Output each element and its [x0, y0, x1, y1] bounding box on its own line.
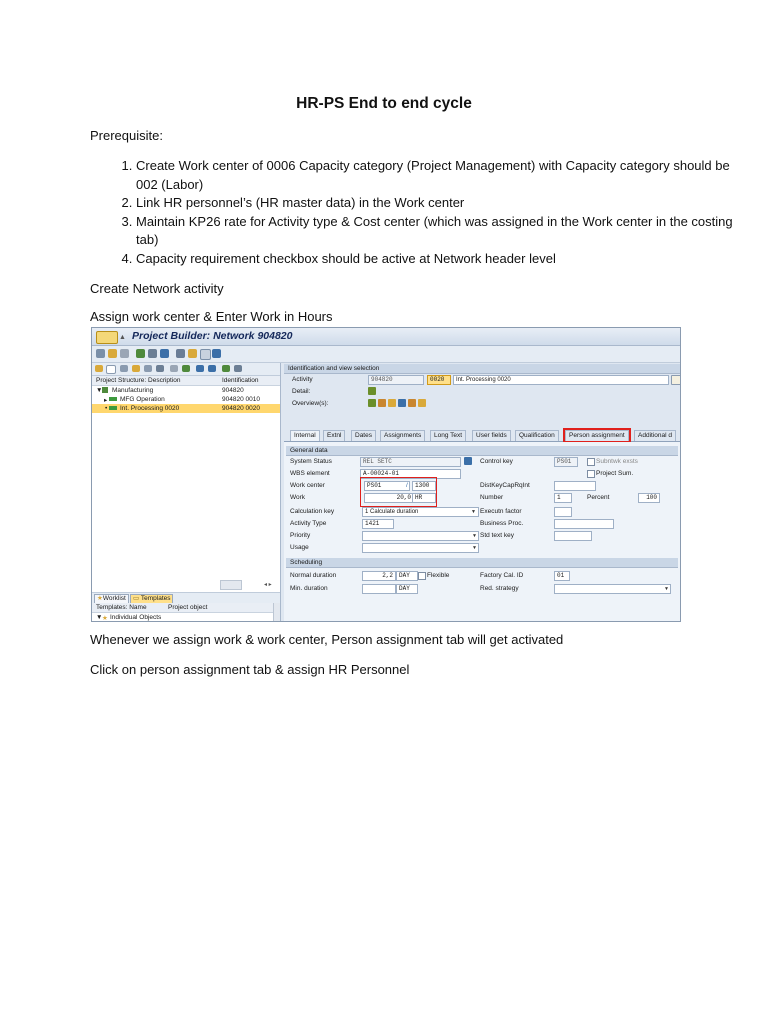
activity-type-label: Activity Type [290, 520, 327, 527]
toolbar-icon[interactable] [96, 349, 105, 358]
usage-label: Usage [290, 544, 309, 551]
red-strategy-label: Red. strategy [480, 585, 519, 592]
factory-cal-field[interactable]: 01 [554, 571, 570, 581]
work-center-label: Work center [290, 482, 325, 489]
tree-label: Int. Processing 0020 [120, 405, 180, 412]
expand-icon[interactable]: ▼ [96, 387, 103, 394]
expand-icon[interactable]: ▼ [96, 614, 103, 621]
tree-id: 904820 0020 [222, 405, 260, 412]
min-duration-label: Min. duration [290, 585, 328, 592]
execution-factor-label: Executn factor [480, 508, 522, 515]
info-icon[interactable] [464, 457, 472, 465]
activity-label: Activity [292, 376, 313, 383]
toolbar-icon[interactable] [196, 365, 204, 372]
overview-label: Overview(s): [292, 400, 329, 407]
detail-icon[interactable] [368, 387, 376, 395]
column-header: Project object [168, 604, 208, 611]
bullet-icon: • [105, 405, 108, 412]
tab-internal[interactable]: Internal [290, 430, 320, 441]
subntwk-checkbox[interactable] [587, 458, 595, 466]
toolbar-icon[interactable] [132, 365, 140, 372]
factory-cal-label: Factory Cal. ID [480, 572, 524, 579]
dist-key-field[interactable] [554, 481, 596, 491]
structure-toolbar [92, 363, 280, 376]
general-data-header: General data [286, 446, 678, 456]
tree-row[interactable] [92, 395, 280, 404]
work-unit-field[interactable]: HR [412, 493, 436, 503]
column-header: Project Structure: Description [96, 377, 181, 384]
number-label: Number [480, 494, 504, 501]
calc-key-label: Calculation key [290, 508, 335, 515]
structure-column-headers [92, 376, 280, 386]
toolbar-icon[interactable] [212, 349, 221, 358]
note-click-text: Click on person assignment tab & assign HR Personnel [90, 662, 410, 677]
window-title: Project Builder: Network 904820 [132, 330, 293, 342]
overview-icon[interactable] [418, 399, 426, 407]
tree-id: 904820 0010 [222, 396, 260, 403]
prerequisite-heading: Prerequisite: [90, 128, 163, 143]
min-duration-field[interactable] [362, 584, 396, 594]
tree-label: MFG Operation [120, 396, 165, 403]
activity-icon [109, 397, 117, 401]
overview-icon[interactable] [378, 399, 386, 407]
normal-duration-field[interactable]: 2,2 [362, 571, 396, 581]
sap-toolbar [92, 346, 680, 363]
edit-icon[interactable] [671, 375, 681, 385]
template-label: Individual Objects [110, 614, 162, 621]
min-duration-unit-field[interactable]: DAY [396, 584, 418, 594]
toolbar-icon[interactable] [200, 349, 211, 360]
toolbar-icon[interactable] [108, 349, 117, 358]
usage-select[interactable] [362, 543, 479, 553]
overview-icon[interactable] [398, 399, 406, 407]
expand-icon[interactable]: ▸ [104, 397, 108, 404]
ident-section-header: Identification and view selection [284, 364, 680, 374]
horizontal-scrollbar[interactable] [220, 580, 242, 590]
toolbar-icon[interactable] [182, 365, 190, 372]
priority-label: Priority [290, 532, 311, 539]
dropdown-arrow-icon[interactable]: ▲ [119, 334, 126, 341]
sap-menu-icon[interactable] [96, 331, 118, 344]
worklist-tabs [92, 592, 280, 603]
business-proc-label: Business Proc. [480, 520, 524, 527]
activity-type-field[interactable]: 1421 [362, 519, 394, 529]
tab-qualification[interactable]: Qualification [515, 430, 559, 441]
control-key-label: Control key [480, 458, 513, 465]
percent-field[interactable]: 100 [638, 493, 660, 503]
flexible-checkbox[interactable] [418, 572, 426, 580]
column-header: Identification [222, 377, 259, 384]
scroll-arrows-icon[interactable]: ◂ ▸ [264, 582, 272, 588]
tab-long-text[interactable]: Long Text [430, 430, 466, 441]
tree-row[interactable] [92, 386, 280, 395]
toolbar-icon[interactable] [208, 365, 216, 372]
toolbar-icon[interactable] [148, 349, 157, 358]
detail-pane [282, 363, 680, 621]
list-item: 3. Maintain KP26 rate for Activity type & Cost center (which was assigned in the Work center in the costing tab) [136, 213, 736, 250]
activity-description-field[interactable]: Int. Processing 0020 [453, 375, 669, 385]
calc-key-select[interactable]: 1 Calculate duration ▼ [362, 507, 479, 517]
template-row[interactable] [92, 613, 280, 622]
duration-unit-field[interactable]: DAY [396, 571, 418, 581]
project-sum-label: Project Sum. [596, 470, 634, 477]
tab-dates[interactable]: Dates [351, 430, 376, 441]
toolbar-icon[interactable] [144, 365, 152, 372]
toolbar-icon[interactable] [170, 365, 178, 372]
flexible-label: Flexible [427, 572, 450, 579]
sap-title-bar [92, 328, 680, 346]
create-network-text: Create Network activity [90, 281, 224, 296]
wbs-element-label: WBS element [290, 470, 330, 477]
overview-icon[interactable] [408, 399, 416, 407]
scheduling-header: Scheduling [286, 558, 678, 568]
tab-additional[interactable]: Additional d [634, 430, 676, 441]
red-strategy-select[interactable] [554, 584, 671, 594]
std-text-field[interactable] [554, 531, 592, 541]
list-item: 4. Capacity requirement checkbox should be active at Network header level [136, 250, 736, 269]
wbs-element-field[interactable]: A-00024-01 [360, 469, 461, 479]
toolbar-icon[interactable] [106, 365, 116, 374]
activity-number-field[interactable]: 0020 [427, 375, 451, 385]
system-status-field: REL SETC [360, 457, 461, 467]
activity-network-field[interactable]: 904820 [368, 375, 424, 385]
toolbar-icon[interactable] [176, 349, 185, 358]
toolbar-icon[interactable] [160, 349, 169, 358]
vertical-scrollbar[interactable] [273, 603, 280, 622]
control-key-field[interactable]: PS01 [554, 457, 578, 467]
toolbar-icon[interactable] [120, 365, 128, 372]
work-highlight-box [360, 477, 437, 507]
note-activated-text: Whenever we assign work & work center, Person assignment tab will get activated [90, 632, 564, 647]
tree-label: Manufacturing [112, 387, 154, 394]
number-field[interactable]: 1 [554, 493, 572, 503]
tree-id: 904820 [222, 387, 244, 394]
column-header: Templates: Name [96, 604, 147, 611]
tab-assignments[interactable]: Assignments [380, 430, 425, 441]
toolbar-icon[interactable] [234, 365, 242, 372]
toolbar-icon[interactable] [156, 365, 164, 372]
separator-icon: / [406, 482, 408, 489]
toolbar-icon[interactable] [222, 365, 230, 372]
project-structure-pane [92, 363, 281, 621]
prerequisite-list [90, 157, 736, 268]
document-title: HR-PS End to end cycle [296, 95, 472, 112]
tab-worklist[interactable]: ★Worklist [94, 594, 129, 604]
tab-templates[interactable]: ▭ Templates [130, 594, 173, 604]
work-center-field[interactable]: PS01 [364, 481, 410, 491]
sap-screenshot [91, 327, 681, 622]
project-sum-checkbox[interactable] [587, 470, 595, 478]
work-label: Work [290, 494, 306, 501]
work-field[interactable]: 20,0 [364, 493, 414, 503]
subntwk-label: Subntwk exsts [596, 458, 638, 465]
templates-column-headers [92, 603, 280, 613]
percent-label: Percent [587, 494, 610, 501]
internal-tab-panel [284, 442, 680, 621]
network-icon [102, 387, 108, 393]
detail-label: Detail: [292, 388, 311, 395]
assign-work-text: Assign work center & Enter Work in Hours [90, 309, 333, 324]
activity-icon [109, 406, 117, 410]
normal-duration-label: Normal duration [290, 572, 337, 579]
star-icon: ★ [102, 615, 108, 622]
tab-extnl[interactable]: Extnl [323, 430, 345, 441]
overview-icon[interactable] [368, 399, 376, 407]
std-text-label: Std text key [480, 532, 514, 539]
business-proc-field[interactable] [554, 519, 614, 529]
toolbar-icon[interactable] [120, 349, 129, 358]
system-status-label: System Status [290, 458, 332, 465]
detail-tabstrip [284, 429, 680, 442]
toolbar-icon[interactable] [188, 349, 197, 358]
overview-icon[interactable] [388, 399, 396, 407]
list-item: 2. Link HR personnel’s (HR master data) in the Work center [136, 194, 736, 213]
priority-select[interactable] [362, 531, 479, 541]
execution-factor-field[interactable] [554, 507, 572, 517]
tab-user-fields[interactable]: User fields [472, 430, 511, 441]
toolbar-icon[interactable] [95, 365, 103, 372]
plant-field[interactable]: 1300 [412, 481, 436, 491]
tab-person-assignment[interactable]: Person assignment [565, 430, 629, 441]
dist-key-label: DistKeyCapRqInt [480, 482, 530, 489]
tree-row-selected[interactable] [92, 404, 280, 413]
list-item: 1. Create Work center of 0006 Capacity category (Project Management) with Capacity category should be 002 (Labor) [136, 157, 736, 194]
toolbar-icon[interactable] [136, 349, 145, 358]
